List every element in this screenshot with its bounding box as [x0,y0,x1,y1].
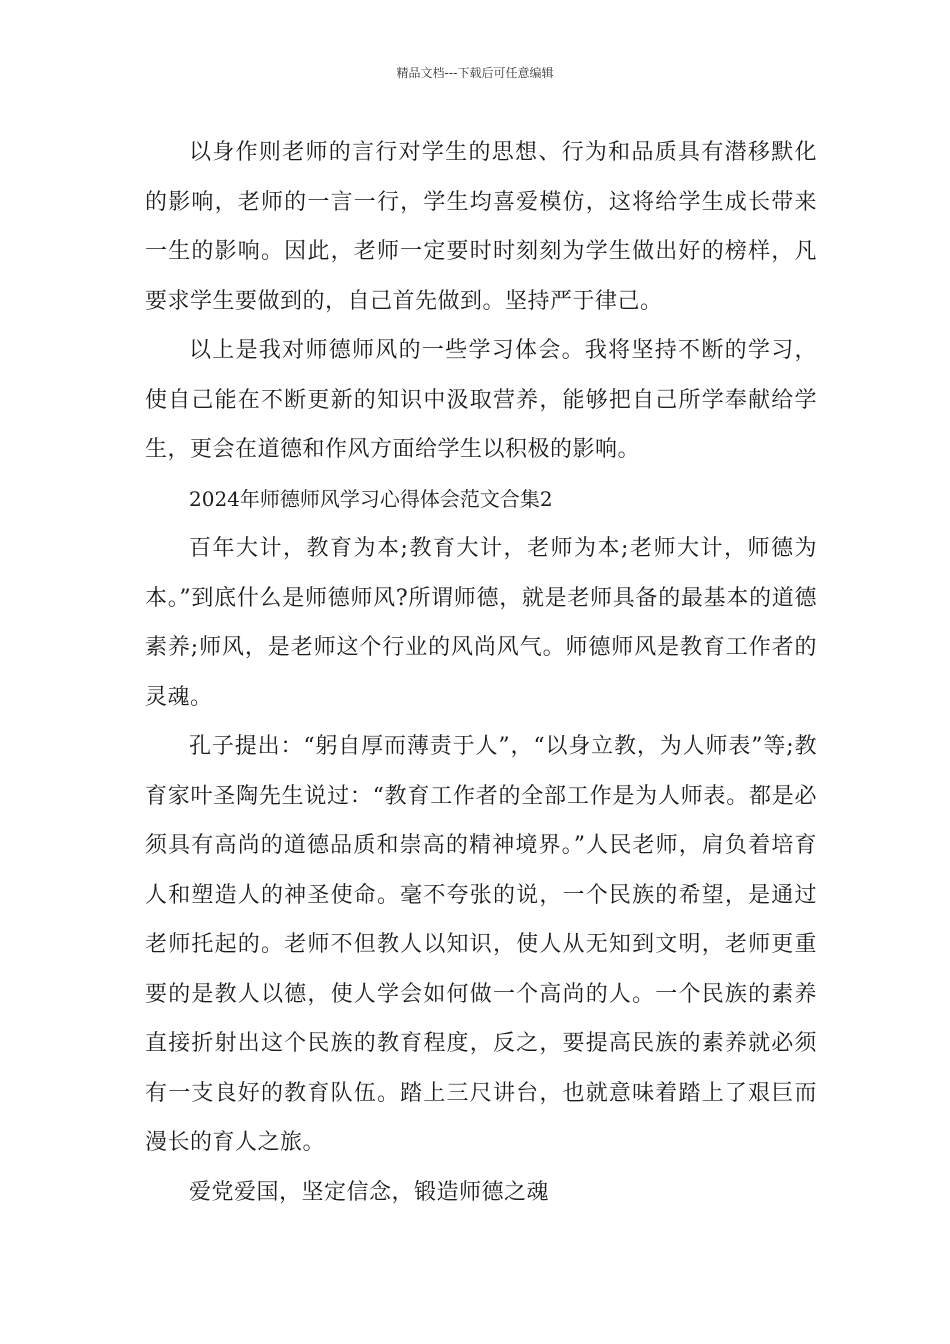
document-body [145,128,817,1217]
paragraph-patriotism-heading: 爱党爱国，坚定信念，锻造师德之魂 [189,1179,550,1205]
page-header: 精品文档---下载后可任意编辑 [396,66,554,80]
paragraph-education-foundation: 百年大计，教育为本;教育大计，老师为本;老师大计，师德为本。”到底什么是师德师风?所谓师德，就是老师具备的最基本的道德素养;师风，是老师这个行业的风尚风气。师德师风是教育工作者的灵魂。 [145,536,817,710]
paragraph-lead-by-example: 以身作则老师的言行对学生的思想、行为和品质具有潜移默化的影响，老师的一言一行，学生均喜爱模仿，这将给学生成长带来一生的影响。因此，老师一定要时时刻刻为学生做出好的榜样，凡要求学生要做到的，自己首先做到。坚持严于律己。 [145,140,817,314]
paragraph-confucius-quote: 孔子提出：“躬自厚而薄责于人”，“以身立教，为人师表”等;教育家叶圣陶先生说过：“教育工作者的全部工作是为人师表。都是必须具有高尚的道德品质和崇高的精神境界。”人民老师，肩负着培育人和塑造人的神圣使命。毫不夸张的说，一个民族的希望，是通过老师托起的。老师不但教人以知识，使人从无知到文明，老师更重要的是教人以德，使人学会如何做一个高尚的人。一个民族的素养直接折射出这个民族的教育程度，反之，要提高民族的素养就必须有一支良好的教育队伍。踏上三尺讲台，也就意味着踏上了艰巨而漫长的育人之旅。 [145,734,817,1155]
section-heading: 2024年师德师风学习心得体会范文合集2 [189,486,553,511]
paragraph-learning-summary: 以上是我对师德师风的一些学习体会。我将坚持不断的学习，使自己能在不断更新的知识中汲取营养，能够把自己所学奉献给学生，更会在道德和作风方面给学生以积极的影响。 [145,338,817,462]
